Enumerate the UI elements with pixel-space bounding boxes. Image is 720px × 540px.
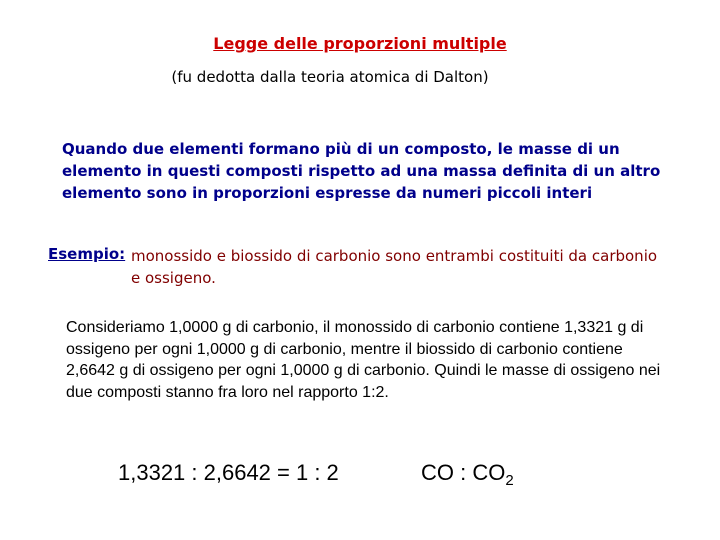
formula-text: CO : CO xyxy=(421,460,506,485)
law-statement: Quando due elementi formano più di un composto, le masse di un elemento in questi composti rispetto ad una massa definita di un altro elemento sono in proporzioni espresse da numeri piccoli interi xyxy=(62,140,661,202)
formula-ratio xyxy=(421,460,514,489)
formula-subscript: 2 xyxy=(505,472,514,489)
page-subtitle: (fu dedotta dalla teoria atomica di Dalton) xyxy=(171,68,489,86)
page-title: Legge delle proporzioni multiple xyxy=(213,34,507,53)
explanation-paragraph: Consideriamo 1,0000 g di carbonio, il monossido di carbonio contiene 1,3321 g di ossigeno per ogni 1,0000 g di carbonio, mentre il biossido di carbonio contiene 2,6642 g di ossigeno per ogni 1,0000 g di carbonio. Quindi le masse di ossigeno nei due composti stanno fra loro nel rapporto 1:2. xyxy=(66,319,661,401)
mass-ratio: 1,3321 : 2,6642 = 1 : 2 xyxy=(118,460,339,485)
example-label: Esempio: xyxy=(48,245,126,263)
example-text: monossido e biossido di carbonio sono entrambi costituiti da carbonio e ossigeno. xyxy=(131,247,658,287)
